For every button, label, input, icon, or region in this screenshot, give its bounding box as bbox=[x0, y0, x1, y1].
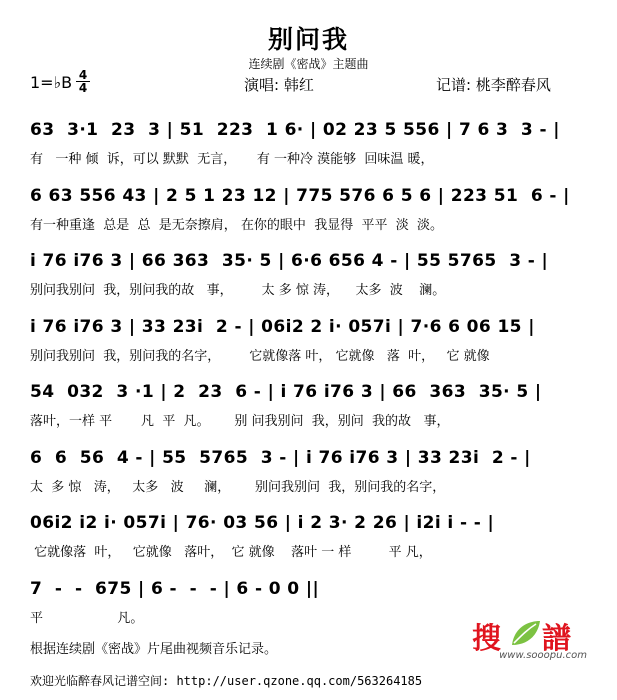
lyrics-row: 它就像落 叶， 它就像 落叶， 它 就像 落叶 一 样 平 凡， bbox=[30, 545, 432, 560]
welcome-line: 欢迎光临醉春风记谱空间: http://user.qzone.qq.com/563264185 bbox=[30, 674, 423, 688]
meter-bottom: 4 bbox=[78, 81, 88, 95]
transcriber-credit: 记谱: 桃李醉春风 bbox=[436, 76, 551, 94]
song-subtitle: 连续剧《密战》主题曲 bbox=[248, 57, 369, 71]
notation-row: i 76 i76 3 | 66 363 35· 5 | 6·6 656 4 - | 55 5765 3 - | bbox=[30, 251, 549, 271]
notation-row: 54 032 3 ·1 | 2 23 6 - | i 76 i76 3 | 66 363 35· 5 | bbox=[30, 382, 542, 402]
notation-row: 06i2 i2 i· 057i | 76· 03 56 | i 2 3· 2 26 | i2i i - - | bbox=[30, 513, 495, 533]
key-signature: 1=♭B bbox=[30, 73, 73, 92]
lyrics-row: 别问我别问 我，别问我的故 事， 太 多 惊 涛， 太多 波 澜。 bbox=[30, 283, 446, 298]
meter-top: 4 bbox=[76, 69, 90, 82]
logo-url: www.sooopu.com bbox=[499, 650, 587, 661]
lyrics-row: 平 凡。 bbox=[30, 610, 144, 626]
singer-credit: 演唱: 韩红 bbox=[244, 76, 314, 94]
notation-row: 6 6 56 4 - | 55 5765 3 - | i 76 i76 3 | 33 23i 2 - | bbox=[30, 447, 531, 468]
lyrics-row: 有 一种 倾 诉，可以 默默 无言， 有 一种冷 漠能够 回味温 暖， bbox=[30, 152, 434, 167]
notation-row: 6 63 556 43 | 2 5 1 23 12 | 775 576 6 5 6 | 223 51 6 - | bbox=[30, 185, 570, 206]
time-signature bbox=[76, 69, 90, 94]
source-note: 根据连续剧《密战》片尾曲视频音乐记录。 bbox=[30, 642, 278, 657]
logo-char-right: 譜 bbox=[542, 621, 572, 655]
leaf-icon bbox=[508, 619, 542, 649]
song-title: 别问我 bbox=[267, 25, 349, 54]
sooopu-logo bbox=[472, 616, 587, 666]
notation-row: 7 - - 675 | 6 - - - | 6 - 0 0 || bbox=[30, 578, 320, 599]
lyrics-row: 落叶，一样 平 凡 平 凡。 别 问我别问 我，别问 我的故 事， bbox=[30, 414, 450, 429]
lyrics-row: 别问我别问 我，别问我的名字， 它就像落 叶， 它就像 落 叶， 它 就像 bbox=[30, 348, 490, 364]
logo-char-left: 搜 bbox=[472, 621, 502, 655]
lyrics-row: 太 多 惊 涛， 太多 波 澜， 别问我别问 我，别问我的名字， bbox=[30, 479, 446, 495]
notation-row: i 76 i76 3 | 33 23i 2 - | 06i2 2 i· 057i | 7·6 6 06 15 | bbox=[30, 316, 535, 337]
lyrics-row: 有一种重逢 总是 总 是无奈擦肩， 在你的眼中 我显得 平平 淡 淡。 bbox=[30, 217, 443, 233]
notation-row: 63 3·1 23 3 | 51 223 1 6· | 02 23 5 556 | 7 6 3 3 - | bbox=[30, 120, 560, 140]
